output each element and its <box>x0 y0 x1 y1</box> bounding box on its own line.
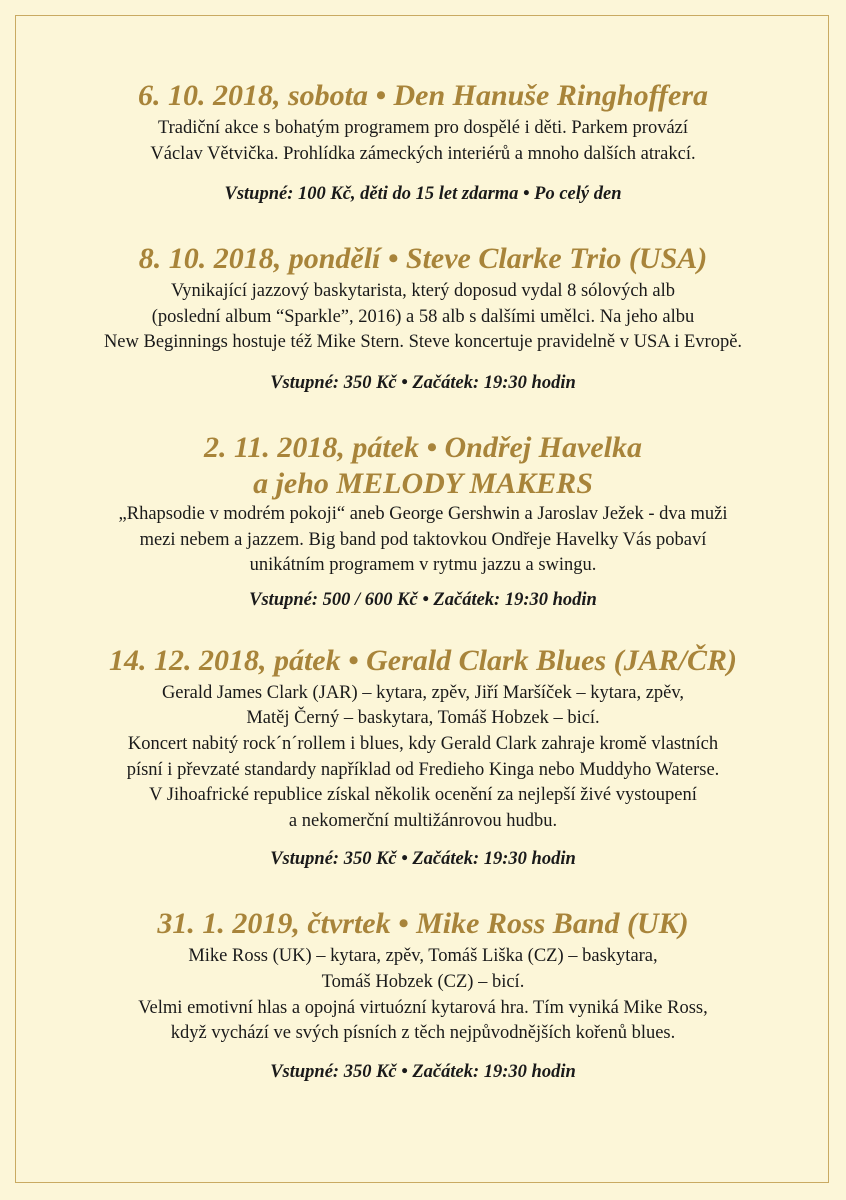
event-admission: Vstupné: 350 Kč • Začátek: 19:30 hodin <box>270 849 576 870</box>
event-description: Gerald James Clark (JAR) – kytara, zpěv, Jiří Maršíček – kytara, zpěv, Matěj Černý – baskytara, Tomáš Hobzek – bicí. Koncert nabitý rock´n´rollem i blues, kdy Gerald Clark zahraje kromě vlastních písní i převzaté standardy například od Fredieho Kinga nebo Muddyho Waterse. V Jihoafrické republice získal několik ocenění za nejlepší živé vystoupení a nekomerční multižánrovou hudbu. <box>126 682 720 831</box>
event-title: 8. 10. 2018, pondělí • Steve Clarke Trio (USA) <box>138 242 708 276</box>
event-havelka <box>15 430 831 613</box>
event-title: 2. 11. 2018, pátek • Ondřej Havelka a jeho MELODY MAKERS <box>204 430 642 500</box>
event-title: 6. 10. 2018, sobota • Den Hanuše Ringhoffera <box>137 79 708 112</box>
event-description: Tradiční akce s bohatým programem pro dospělé i děti. Parkem provází Václav Větvička. Prohlídka zámeckých interiérů a mnoho dalších atrakcí. <box>150 118 696 164</box>
event-steve-clarke <box>15 241 831 396</box>
event-admission: Vstupné: 500 / 600 Kč • Začátek: 19:30 hodin <box>249 589 597 610</box>
event-description: Vynikající jazzový baskytarista, který doposud vydal 8 sólových alb (poslední album “Sparkle”, 2016) a 58 alb s dalšími umělci. Na jeho albu New Beginnings hostuje též Mike Stern. Steve koncertuje pravidelně v USA i Evropě. <box>103 281 743 353</box>
event-title: 14. 12. 2018, pátek • Gerald Clark Blues (JAR/ČR) <box>108 643 738 677</box>
event-gerald-clark <box>15 643 831 873</box>
event-admission: Vstupné: 100 Kč, děti do 15 let zdarma • Po celý den <box>224 184 622 205</box>
event-title: 31. 1. 2019, čtvrtek • Mike Ross Band (UK) <box>157 907 689 941</box>
event-description: Mike Ross (UK) – kytara, zpěv, Tomáš Liška (CZ) – baskytara, Tomáš Hobzek (CZ) – bicí. Velmi emotivní hlas a opojná virtuózní kytarová hra. Tím vyniká Mike Ross, když vychází ve svých písních z těch nejpůvodnějších kořenů blues. <box>138 946 708 1044</box>
event-description: „Rhapsodie v modrém pokoji“ aneb George Gershwin a Jaroslav Ježek - dva muži mezi nebem a jazzem. Big band pod taktovkou Ondřeje Havelky Vás pobaví unikátním programem v rytmu jazzu a swingu. <box>118 503 728 576</box>
event-admission: Vstupné: 350 Kč • Začátek: 19:30 hodin <box>270 372 576 393</box>
event-mike-ross <box>15 906 831 1084</box>
event-list <box>15 78 831 1085</box>
event-admission: Vstupné: 350 Kč • Začátek: 19:30 hodin <box>270 1061 576 1082</box>
event-ringhoffer <box>15 78 831 207</box>
